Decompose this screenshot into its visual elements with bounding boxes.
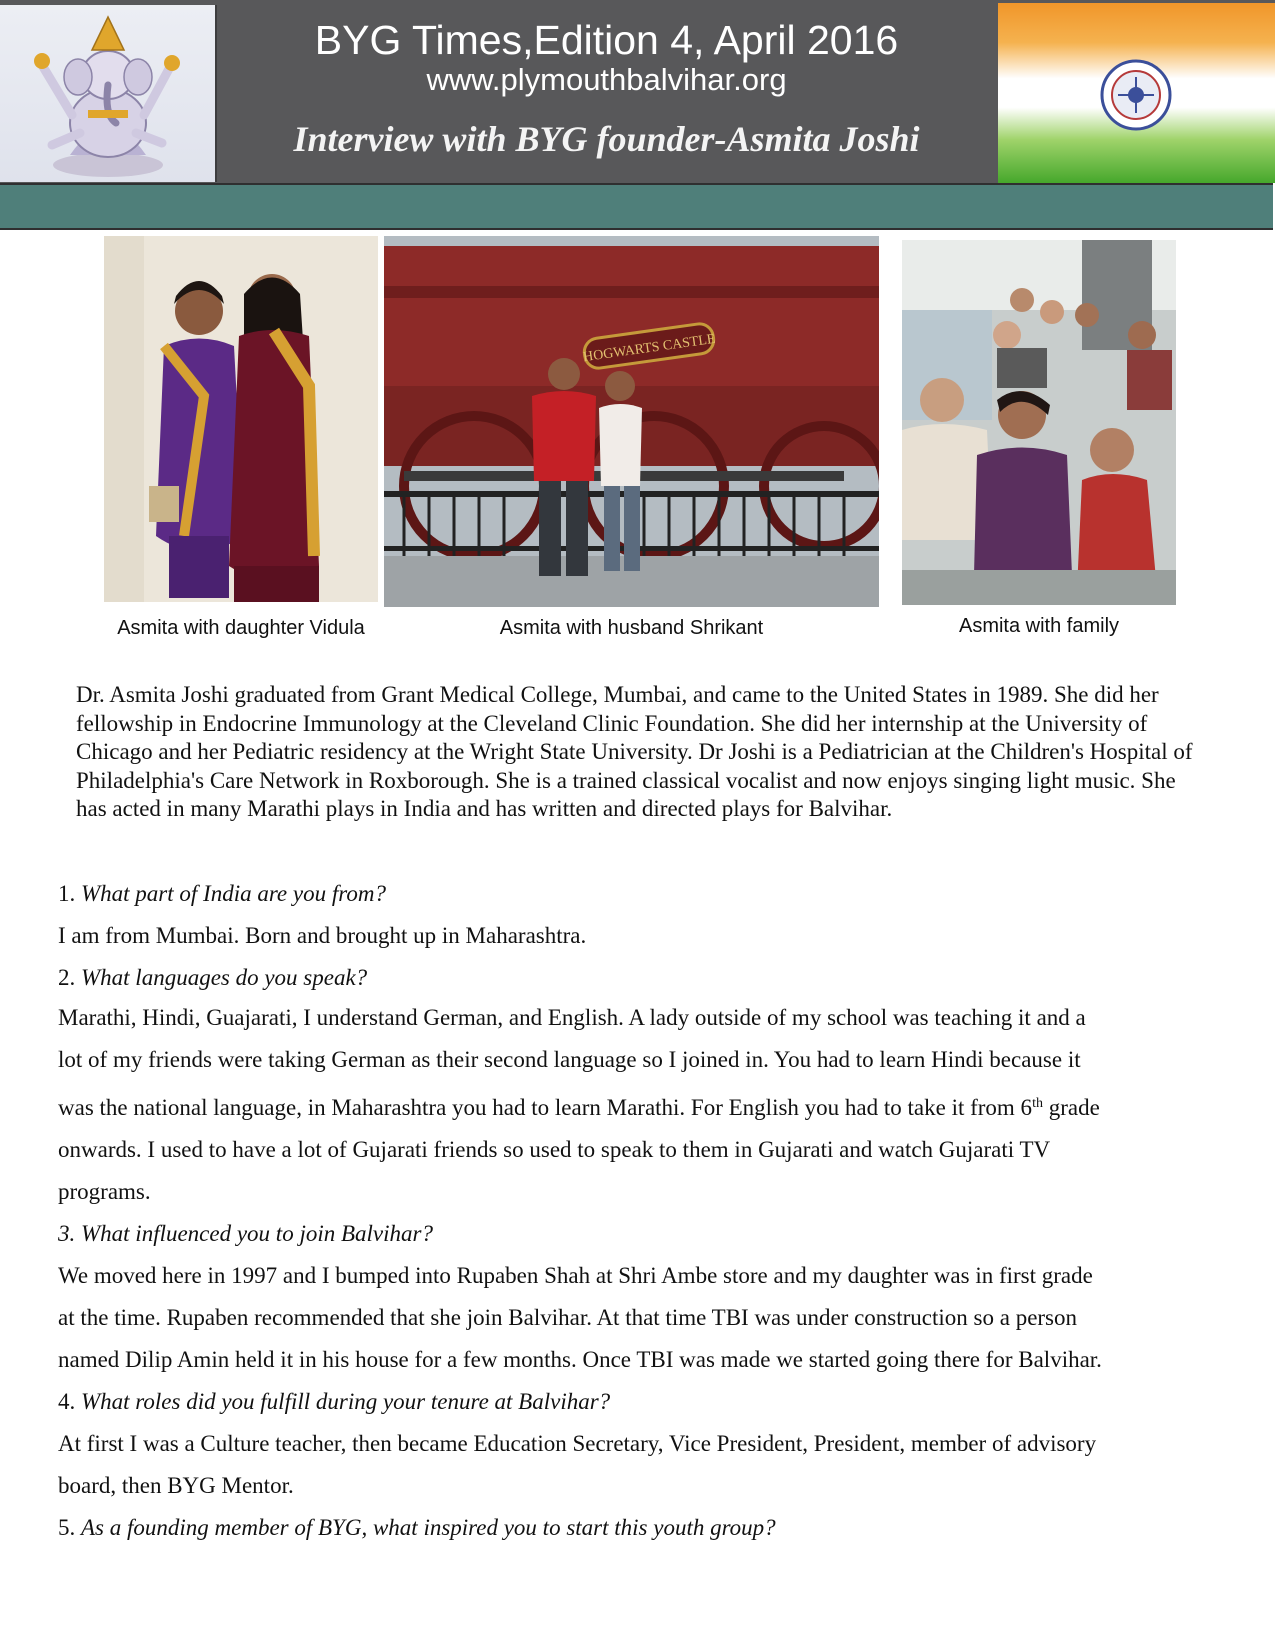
answer-line: board, then BYG Mentor. bbox=[58, 1473, 294, 1498]
answer-line: onwards. I used to have a lot of Gujarati friends so used to speak to them in Gujarati and watch Gujarati TV bbox=[58, 1137, 1051, 1162]
flag-emblem-icon bbox=[998, 3, 1275, 183]
ganesh-image bbox=[0, 5, 217, 182]
newsletter-header bbox=[0, 0, 1275, 183]
website-url[interactable]: www.plymouthbalvihar.org bbox=[426, 62, 787, 97]
ordinal-suffix: th bbox=[1032, 1096, 1043, 1111]
answer-line: was the national language, in Maharashtra you had to learn Marathi. For English you had to take it from 6th grade bbox=[58, 1095, 1100, 1120]
photo-asmita-with-family bbox=[902, 240, 1176, 605]
edition-title: BYG Times,Edition 4, April 2016 bbox=[314, 17, 899, 63]
answer-line: named Dilip Amin held it in his house for a few months. Once TBI was made we started going there for Balvihar. bbox=[58, 1347, 1102, 1372]
question-1 bbox=[58, 880, 1228, 908]
caption-husband: Asmita with husband Shrikant bbox=[499, 617, 764, 639]
question-number: 1. bbox=[58, 881, 76, 906]
interview-title: Interview with BYG founder-Asmita Joshi bbox=[293, 119, 920, 159]
answer-line: Marathi, Hindi, Guajarati, I understand German, and English. A lady outside of my school was teaching it and a bbox=[58, 1005, 1086, 1030]
answer-line: We moved here in 1997 and I bumped into Rupaben Shah at Shri Ambe store and my daughter was in first grade bbox=[58, 1263, 1093, 1288]
caption-family: Asmita with family bbox=[958, 615, 1120, 637]
question-3: 3. What influenced you to join Balvihar? bbox=[58, 1221, 433, 1246]
answer-line: programs. bbox=[58, 1179, 151, 1204]
question-5 bbox=[58, 1514, 1228, 1542]
answer-line: at the time. Rupaben recommended that she join Balvihar. At that time TBI was under construction so a person bbox=[58, 1305, 1078, 1330]
caption-daughter: Asmita with daughter Vidula bbox=[117, 617, 365, 639]
answer-line: lot of my friends were taking German as their second language so I joined in. You had to learn Hindi because it bbox=[58, 1047, 1081, 1072]
question-text: What roles did you fulfill during your tenure at Balvihar? bbox=[81, 1389, 611, 1414]
question-number: 4. bbox=[58, 1389, 76, 1414]
answer-line: At first I was a Culture teacher, then became Education Secretary, Vice President, President, member of advisory bbox=[58, 1431, 1097, 1456]
photo-asmita-with-daughter bbox=[104, 236, 378, 602]
question-text: As a founding member of BYG, what inspired you to start this youth group? bbox=[81, 1515, 776, 1540]
question-2 bbox=[58, 964, 1228, 992]
question-text: What languages do you speak? bbox=[81, 965, 368, 990]
question-4 bbox=[58, 1388, 1228, 1416]
india-flag-image bbox=[998, 3, 1275, 183]
header-divider-band bbox=[0, 183, 1273, 230]
ganesh-icon bbox=[0, 5, 215, 182]
bio-paragraph: Dr. Asmita Joshi graduated from Grant Medical College, Mumbai, and came to the United States in 1989. She did her fellowship in Endocrine Immunology at the Cleveland Clinic Foundation. She did her internship at the University of Chicago and her Pediatric residency at the Wright State University. Dr Joshi is a Pediatrician at the Children's Hospital of Philadelphia's Care Network in Roxborough. She is a trained classical vocalist and now enjoys singing light music. She has acted in many Marathi plays in India and has written and directed plays for Balvihar. bbox=[76, 682, 1193, 822]
photo-asmita-with-husband bbox=[384, 236, 879, 607]
question-text: What part of India are you from? bbox=[81, 881, 386, 906]
answer-1: I am from Mumbai. Born and brought up in Maharashtra. bbox=[58, 923, 587, 948]
question-number: 2. bbox=[58, 965, 76, 990]
svg-text:HOGWARTS CASTLE: HOGWARTS CASTLE bbox=[582, 331, 717, 366]
question-number: 5. bbox=[58, 1515, 76, 1540]
